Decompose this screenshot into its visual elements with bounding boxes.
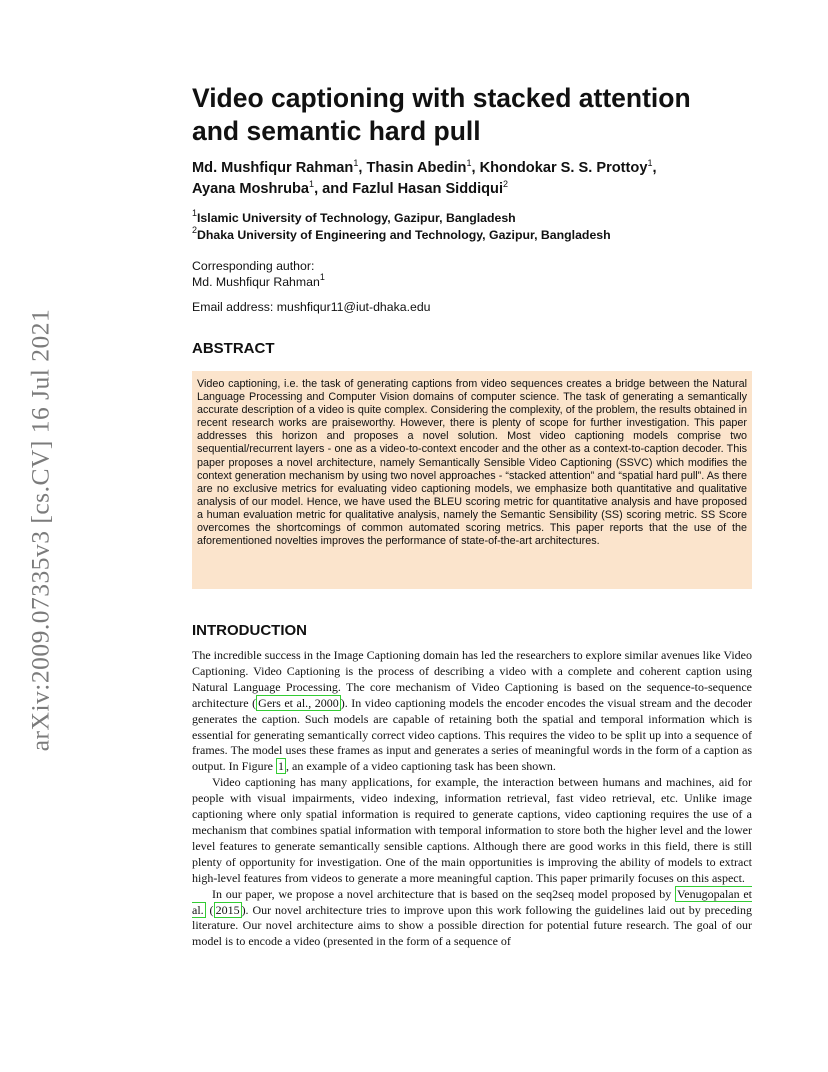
affiliation-1-text: Islamic University of Technology, Gazipur, Bangladesh [197, 211, 516, 225]
abstract-heading: ABSTRACT [192, 340, 275, 357]
citation-gers-year: 2000 [314, 695, 339, 710]
author-list: Md. Mushfiqur Rahman$^1$, Thasin Abedin$^1$, Khondokar S. S. Prottoy$^1$, Ayana Moshruba$^1$, and Fazlul Hasan Siddiqui$^2$ [192, 158, 657, 197]
corresponding-author [192, 258, 792, 290]
affiliation-1-mark: 1 [192, 208, 198, 218]
abstract-text: Video captioning, i.e. the task of generating captions from video sequences creates a bridge between the Natural Language Processing and Computer Vision domains of computer science. The task of generating a semantically accurate description of a video is quite complex. Considering the complexity, of the problem, the results obtained in recent research works are praiseworthy. However, there is plenty of scope for further investigation. This paper addresses this horizon and proposes a novel solution. Most video captioning models comprise two sequential/recurrent layers - one as a video-to-context encoder and the other as a context-to-caption decoder. This paper proposes a novel architecture, namely Semantically Sensible Video Captioning (SSVC) which modifies the context generation mechanism by using two novel approaches - “stacked attention” and “spatial hard pull”. As there are no exclusive metrics for evaluating video captioning models, we emphasize both quantitative and qualitative analysis of our model. Hence, we have used the BLEU scoring metric for quantitative analysis and have proposed a human evaluation metric for qualitative analysis, namely the Semantic Sensibility (SS) scoring metric. SS Score overcomes the shortcomings of common automated scoring metrics. This paper reports that the use of the aforementioned novelties improves the performance of state-of-the-art architectures. [197, 378, 747, 548]
author-2: Thasin Abedin [366, 160, 467, 176]
author-and: and [322, 181, 349, 197]
intro-p1-text-c: , an example of a video captioning task has been shown. [286, 759, 556, 774]
intro-p1-text-b: ). In video captioning models the encoder encodes the visual stream and the decoder generates the caption. Such models are capable of retaining both the spatial and temporal information which is essential for generating semantically correct video captions. This requires the video to be split up into a sequence of frames. The model uses these frames as input and generates a series of meaningful words in the form of a caption as output. In Figure [192, 695, 753, 774]
citation-gers-sep: , [308, 695, 315, 710]
author-4: Ayana Moshruba [192, 181, 310, 197]
email-address: Email address: mushfiqur11@iut-dhaka.edu [192, 300, 431, 314]
affiliation-2-mark: 2 [192, 225, 198, 235]
abstract-box [192, 371, 752, 589]
corresponding-name: Md. Mushfiqur Rahman [192, 275, 320, 289]
author-3-affil: 1 [647, 158, 653, 168]
paper-title [192, 82, 792, 148]
figure-ref-link[interactable]: 1 [278, 759, 284, 774]
introduction-heading: INTRODUCTION [192, 622, 307, 639]
corresponding-affil: 1 [319, 272, 325, 282]
author-5: Fazlul Hasan Siddiqui [352, 181, 504, 197]
author-2-affil: 1 [466, 158, 472, 168]
affiliation-2-text: Dhaka University of Engineering and Technology, Gazipur, Bangladesh [197, 228, 611, 242]
author-1: Md. Mushfiqur Rahman [192, 160, 354, 176]
corresponding-label: Corresponding author: [192, 259, 315, 273]
intro-paragraph-3 [192, 887, 752, 951]
affiliations [192, 210, 792, 244]
arxiv-watermark [20, 300, 60, 760]
intro-p3-text-b: ). Our novel architecture tries to improve upon this work following the guidelines laid out by preceding literature. Our novel architecture aims to show a possible direction for potential future research. The goal of our model is to encode a video (presented in the form of a sequence of [192, 902, 752, 949]
author-4-affil: 1 [309, 179, 315, 189]
intro-paragraph-2: Video captioning has many applications, for example, the interaction between humans and machines, aid for people with visual impairments, video indexing, information retrieval, fast video retrieval, etc. Unlike image captioning where only spatial information is required to generate captions, video captioning requires the use of a mechanism that combines spatial information with temporal information to store both the higher level and the lower level features to generate semantically sensible captions. Although there are good works in this field, there is still plenty of opportunity for investigation. One of the main opportunities is improving the ability of models to extract high-level features from videos to generate a more meaningful caption. This paper primarily focuses on this aspect. [192, 775, 752, 885]
affiliation-1 [192, 210, 792, 227]
introduction-body [192, 648, 752, 950]
author-1-affil: 1 [353, 158, 359, 168]
author-5-affil: 2 [503, 179, 509, 189]
title-line-1: Video captioning with stacked attention [192, 83, 691, 113]
citation-link-gers[interactable] [256, 695, 341, 711]
author-3: Khondokar S. S. Prottoy [479, 160, 648, 176]
title-line-2: and semantic hard pull [192, 116, 481, 146]
affiliation-2 [192, 227, 792, 244]
citation-venugopalan-open: ( [205, 902, 214, 917]
intro-paragraph-1 [192, 648, 752, 775]
intro-p3-text-a: In our paper, we propose a novel architecture that is based on the seq2seq model proposed by [212, 886, 675, 901]
corresponding-name-line [192, 274, 792, 290]
citation-link-venugopalan[interactable]: Venugopalan et al. [192, 886, 752, 917]
intro-p1-text-a: The incredible success in the Image Captioning domain has led the researchers to explore similar avenues like Video Captioning. Video Captioning is the process of describing a video with a complete and coherent caption using Natural Language Processing. The core mechanism of Video Captioning is based on the sequence-to-sequence architecture ( [192, 648, 752, 710]
arxiv-id: arXiv:2009.07335v3 [cs.CV] 16 Jul 2021 [25, 308, 54, 752]
citation-link-venugopalan-year[interactable]: 2015 [215, 902, 240, 917]
citation-gers-author: Gers et al. [258, 695, 309, 710]
